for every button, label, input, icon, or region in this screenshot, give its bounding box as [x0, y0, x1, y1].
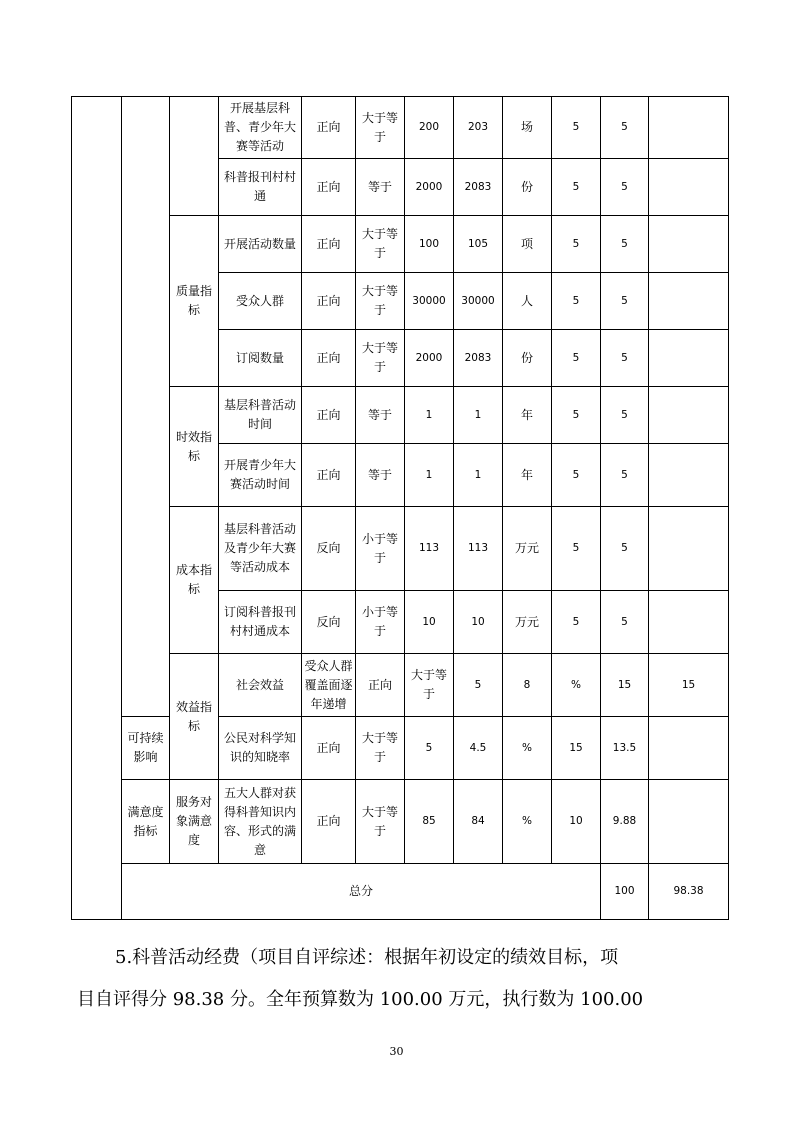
note [649, 97, 729, 159]
quality-category: 质量指标 [170, 216, 219, 387]
weight: 5 [552, 444, 601, 507]
indicator-name: 受众人群 [219, 273, 302, 330]
weight: 15 [552, 717, 601, 780]
target-value: 5 [454, 654, 503, 717]
unit: 份 [503, 159, 552, 216]
page-number: 30 [389, 1045, 404, 1058]
service-satisfaction-category: 服务对象满意度 [170, 780, 219, 864]
performance-table [71, 96, 729, 920]
score: 5 [601, 97, 649, 159]
actual-value: 2083 [454, 159, 503, 216]
actual-value: 10 [454, 591, 503, 654]
direction: 反向 [302, 507, 356, 591]
note [649, 330, 729, 387]
score: 5 [601, 330, 649, 387]
score: 5 [601, 159, 649, 216]
actual-value: 2083 [454, 330, 503, 387]
actual-value: 203 [454, 97, 503, 159]
outer-category-cell [72, 97, 122, 920]
target-value: 30000 [405, 273, 454, 330]
target-value: 2000 [405, 330, 454, 387]
output-category-cell [122, 97, 170, 717]
indicator-name: 五大人群对获得科普知识内容、形式的满意 [219, 780, 302, 864]
weight: 15 [601, 654, 649, 717]
score: 5 [601, 273, 649, 330]
direction: 正向 [302, 444, 356, 507]
unit: % [503, 717, 552, 780]
unit: % [503, 780, 552, 864]
operator: 等于 [356, 159, 405, 216]
target-value: 2000 [405, 159, 454, 216]
unit: 人 [503, 273, 552, 330]
direction: 正向 [302, 97, 356, 159]
unit: % [552, 654, 601, 717]
direction: 反向 [302, 591, 356, 654]
operator: 小于等于 [356, 507, 405, 591]
score: 5 [601, 507, 649, 591]
note [649, 273, 729, 330]
operator: 大于等于 [356, 216, 405, 273]
unit: 项 [503, 216, 552, 273]
unit: 场 [503, 97, 552, 159]
table-row [72, 97, 729, 159]
actual-value: 4.5 [454, 717, 503, 780]
satisfaction-category: 满意度指标 [122, 780, 170, 864]
score: 9.88 [601, 780, 649, 864]
operator: 大于等于 [405, 654, 454, 717]
weight: 5 [552, 159, 601, 216]
target-value: 1 [405, 387, 454, 444]
actual-value: 84 [454, 780, 503, 864]
total-weight: 100 [601, 864, 649, 920]
weight: 5 [552, 330, 601, 387]
operator: 等于 [356, 444, 405, 507]
operator: 大于等于 [356, 273, 405, 330]
target-value: 1 [405, 444, 454, 507]
unit: 年 [503, 387, 552, 444]
indicator-name: 订阅科普报刊村村通成本 [219, 591, 302, 654]
table-row [72, 507, 729, 591]
indicator-name: 订阅数量 [219, 330, 302, 387]
direction: 正向 [302, 780, 356, 864]
operator: 大于等于 [356, 780, 405, 864]
note [649, 591, 729, 654]
note [649, 216, 729, 273]
benefit-category: 效益指标 [170, 654, 219, 780]
unit: 年 [503, 444, 552, 507]
score: 5 [601, 444, 649, 507]
actual-value: 105 [454, 216, 503, 273]
quantity-category-cell [170, 97, 219, 216]
weight: 5 [552, 216, 601, 273]
note [649, 717, 729, 780]
actual-value: 1 [454, 444, 503, 507]
target-value: 85 [405, 780, 454, 864]
score: 5 [601, 216, 649, 273]
direction: 正向 [302, 717, 356, 780]
indicator-name: 开展基层科普、青少年大赛等活动 [219, 97, 302, 159]
direction: 正向 [302, 159, 356, 216]
operator: 小于等于 [356, 591, 405, 654]
weight: 5 [552, 273, 601, 330]
paragraph-line-1: 5.科普活动经费（项目自评综述：根据年初设定的绩效目标，项 [115, 947, 619, 968]
indicator-name: 基层科普活动时间 [219, 387, 302, 444]
actual-value: 8 [503, 654, 552, 717]
direction: 正向 [302, 216, 356, 273]
table-row [72, 387, 729, 444]
actual-value: 113 [454, 507, 503, 591]
total-label: 总分 [122, 864, 601, 920]
indicator-name: 开展活动数量 [219, 216, 302, 273]
operator: 大于等于 [356, 97, 405, 159]
note [649, 159, 729, 216]
unit: 份 [503, 330, 552, 387]
note [649, 444, 729, 507]
weight: 5 [552, 97, 601, 159]
table-row [72, 216, 729, 273]
paragraph-line-2: 目自评得分 98.38 分。全年预算数为 100.00 万元，执行数为 100.00 [77, 989, 644, 1010]
score: 13.5 [601, 717, 649, 780]
indicator-name: 基层科普活动及青少年大赛等活动成本 [219, 507, 302, 591]
cost-category: 成本指标 [170, 507, 219, 654]
actual-value: 30000 [454, 273, 503, 330]
table-row [72, 654, 729, 717]
direction: 正向 [302, 330, 356, 387]
unit: 万元 [503, 591, 552, 654]
note [649, 780, 729, 864]
note [649, 387, 729, 444]
timeliness-category: 时效指标 [170, 387, 219, 507]
indicator-name: 开展青少年大赛活动时间 [219, 444, 302, 507]
unit: 万元 [503, 507, 552, 591]
direction: 正向 [356, 654, 405, 717]
target-value: 5 [405, 717, 454, 780]
weight: 5 [552, 387, 601, 444]
weight: 5 [552, 507, 601, 591]
social-benefit-category: 社会效益 [219, 654, 302, 717]
operator: 大于等于 [356, 330, 405, 387]
weight: 5 [552, 591, 601, 654]
actual-value: 1 [454, 387, 503, 444]
note [649, 507, 729, 591]
target-value: 200 [405, 97, 454, 159]
operator: 大于等于 [356, 717, 405, 780]
total-score: 98.38 [649, 864, 729, 920]
weight: 10 [552, 780, 601, 864]
score: 15 [649, 654, 729, 717]
indicator-name: 科普报刊村村通 [219, 159, 302, 216]
operator: 等于 [356, 387, 405, 444]
target-value: 10 [405, 591, 454, 654]
indicator-name: 受众人群覆盖面逐年递增 [302, 654, 356, 717]
total-row [72, 864, 729, 920]
score: 5 [601, 591, 649, 654]
table-row [72, 780, 729, 864]
direction: 正向 [302, 273, 356, 330]
score: 5 [601, 387, 649, 444]
target-value: 113 [405, 507, 454, 591]
sustainable-impact-category: 可持续影响 [122, 717, 170, 780]
target-value: 100 [405, 216, 454, 273]
direction: 正向 [302, 387, 356, 444]
indicator-name: 公民对科学知识的知晓率 [219, 717, 302, 780]
